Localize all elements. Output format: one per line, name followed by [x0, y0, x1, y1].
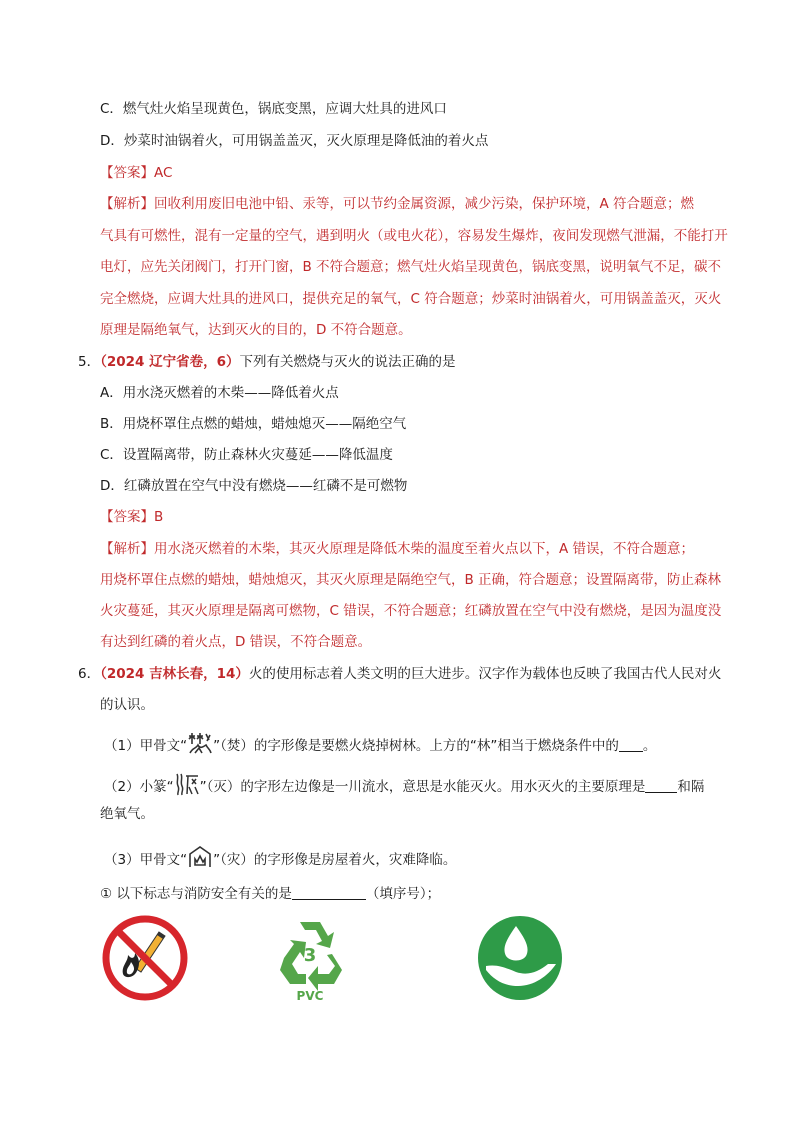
analysis-tag: 【解析】	[100, 196, 154, 212]
part-2-text: 和隔	[677, 779, 705, 795]
analysis-text: 有达到红磷的着火点，D 错误，不符合题意。	[100, 634, 372, 650]
question-text: 火的使用标志着人类文明的巨大进步。汉字作为载体也反映了我国古代人民对火	[248, 666, 722, 682]
part-1-text: （1）甲骨文“	[104, 738, 188, 754]
sub-question-1	[100, 884, 440, 904]
answer-tag: 【答案】	[100, 165, 154, 181]
question-5-stem	[78, 352, 456, 372]
option-c: C．设置隔离带，防止森林火灾蔓延——降低温度	[100, 447, 393, 463]
answer-value: AC	[154, 165, 173, 181]
option-a: A．用水浇灭燃着的木柴——降低着火点	[100, 385, 339, 401]
option-c: C．燃气灶火焰呈现黄色，锅底变黑，应调大灶具的进风口	[100, 101, 447, 117]
part-2-text: ”（灭）的字形左边像是一川流水，意思是水能灭火。用水灭火的主要原理是	[199, 779, 646, 795]
recycle-number: 3	[303, 945, 317, 966]
answer-blank[interactable]	[292, 885, 366, 900]
analysis-line	[100, 194, 694, 214]
seal-mie-glyph-icon	[174, 772, 200, 802]
answer-line	[100, 163, 172, 183]
analysis-text: 用水浇灭燃着的木柴，其灭火原理是降低木柴的温度至着火点以下，A 错误，不符合题意；	[154, 541, 695, 557]
answer-value: B	[154, 509, 164, 525]
part-1	[104, 731, 656, 761]
part-1-text: ”（焚）的字形像是要燃火烧掉树林。上方的“林”相当于燃烧条件中的	[213, 738, 619, 754]
question-source: （2024 吉林长春，14）	[100, 666, 249, 682]
sub-question-text: 以下标志与消防安全有关的是	[112, 886, 292, 902]
analysis-text: 原理是隔绝氧气，达到灭火的目的，D 不符合题意。	[100, 322, 412, 338]
question-text: 的认识。	[100, 697, 154, 713]
part-3-text: （3）甲骨文“	[104, 852, 188, 868]
answer-blank[interactable]	[645, 778, 677, 793]
analysis-tag: 【解析】	[100, 541, 154, 557]
oracle-fen-glyph-icon	[187, 731, 213, 761]
question-6-stem	[78, 664, 721, 684]
analysis-text: 火灾蔓延，其灭火原理是隔离可燃物，C 错误，不符合题意；红磷放置在空气中没有燃烧，是因为温度没	[100, 603, 722, 619]
no-fire-icon	[101, 914, 189, 1006]
analysis-text: 用烧杯罩住点燃的蜡烛，蜡烛熄灭，其灭火原理是隔绝空气，B 正确，符合题意；设置隔离带，防止森林	[100, 572, 722, 588]
oracle-zai-glyph-icon	[187, 845, 213, 875]
question-text: 下列有关燃烧与灭火的说法正确的是	[239, 354, 456, 370]
part-3-text: ”（灾）的字形像是房屋着火，灾难降临。	[213, 852, 457, 868]
question-number: 6．	[78, 666, 101, 682]
recycle-label: PVC	[296, 989, 324, 1002]
part-1-text: 。	[642, 738, 657, 754]
part-2-text: 绝氧气。	[100, 806, 154, 822]
part-2-text: （2）小篆“	[104, 779, 174, 795]
option-d: D．炒菜时油锅着火，可用锅盖盖灭，灭火原理是降低油的着火点	[100, 133, 489, 149]
analysis-text: 电灯，应先关闭阀门，打开门窗，B 不符合题意；燃气灶火焰呈现黄色，锅底变黑，说明氧气不足，碳不	[100, 259, 722, 275]
analysis-text: 回收利用废旧电池中铅、汞等，可以节约金属资源，减少污染，保护环境，A 符合题意；燃	[154, 196, 695, 212]
sub-question-marker: ①	[100, 886, 113, 902]
analysis-text: 完全燃烧，应调大灶具的进风口，提供充足的氧气，C 符合题意；炒菜时油锅着火，可用锅盖盖灭，灭火	[100, 291, 722, 307]
analysis-line	[100, 539, 694, 559]
answer-blank[interactable]	[619, 737, 643, 752]
sub-question-text: （填序号）；	[365, 886, 441, 902]
answer-line	[100, 507, 163, 527]
option-d: D．红磷放置在空气中没有燃烧——红磷不是可燃物	[100, 478, 408, 494]
recycle-pvc-icon	[272, 914, 348, 1006]
question-source: （2024 辽宁省卷，6）	[100, 354, 240, 370]
answer-tag: 【答案】	[100, 509, 154, 525]
option-b: B．用烧杯罩住点燃的蜡烛，蜡烛熄灭——隔绝空气	[100, 416, 407, 432]
analysis-text: 气具有可燃性，混有一定量的空气，遇到明火（或电火花），容易发生爆炸，夜间发现燃气泄漏，不能打开	[100, 228, 728, 244]
water-saving-icon	[476, 914, 564, 1006]
part-3	[104, 845, 456, 875]
question-number: 5．	[78, 354, 101, 370]
part-2	[104, 772, 704, 802]
